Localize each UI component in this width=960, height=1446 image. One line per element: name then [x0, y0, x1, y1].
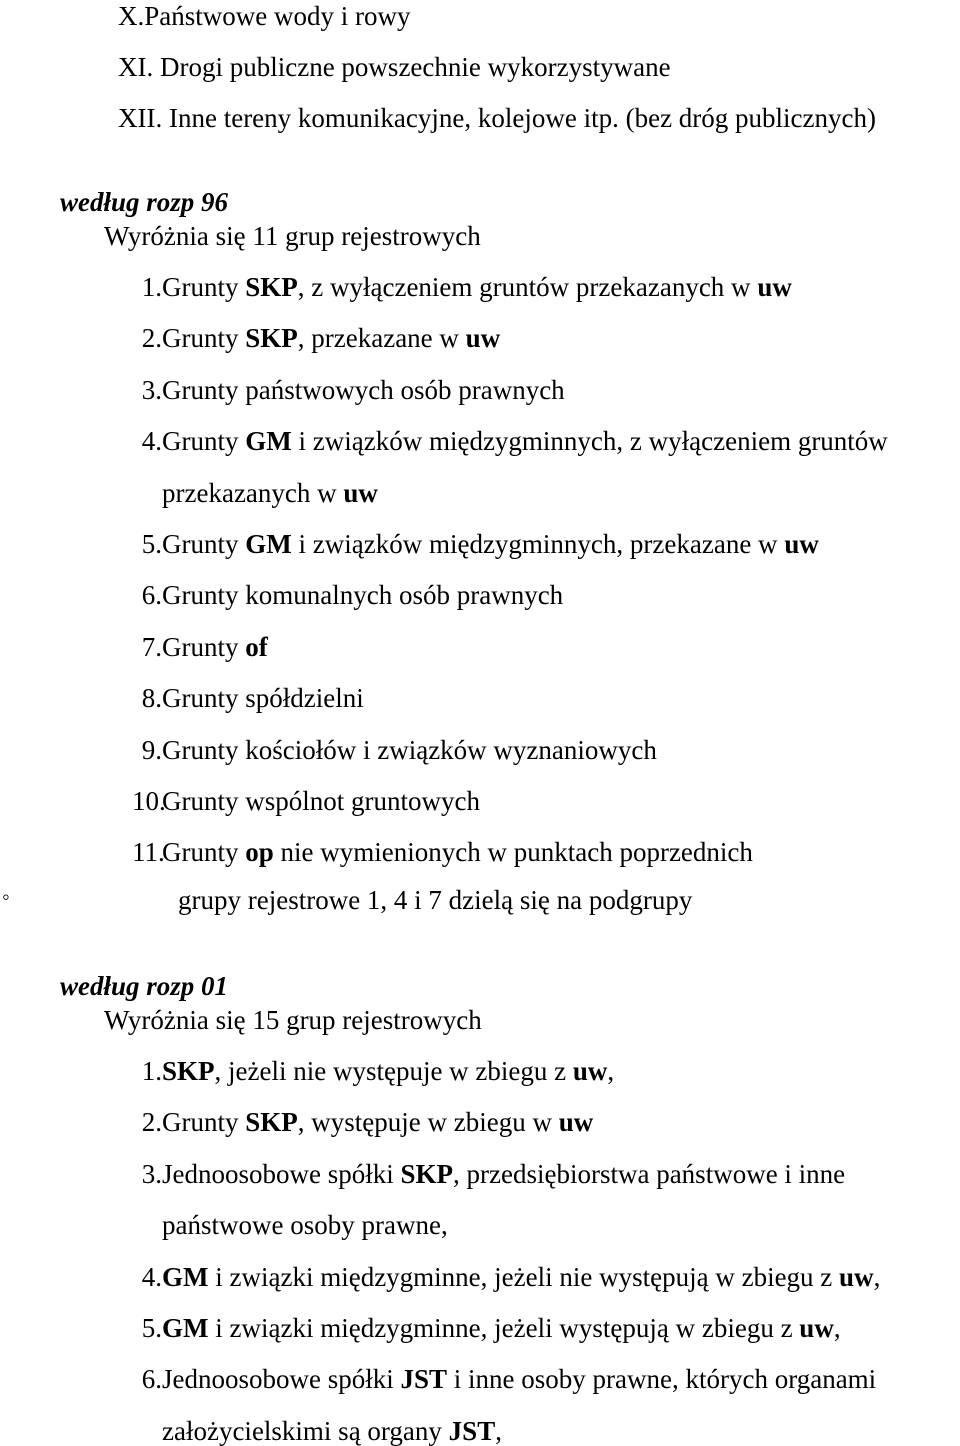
list-item-text [162, 1058, 614, 1085]
text-run: i związki międzygminne, jeżeli występują w zbiegu z [208, 1313, 800, 1343]
abbreviation: uw [799, 1313, 834, 1343]
text-run: Grunty kościołów i związków wyznaniowych [162, 734, 657, 765]
text-run: przekazanych w [162, 477, 344, 508]
list-item-number: 11. [132, 837, 165, 868]
abbreviation: GM [245, 426, 292, 457]
abbreviation: SKP [245, 1107, 298, 1138]
list-item-number: 1. [141, 1056, 162, 1086]
abbreviation: uw [343, 477, 378, 508]
abbreviation: uw [558, 1107, 594, 1138]
list-item-number: 2. [141, 1107, 162, 1138]
text-run: i inne osoby prawne, których organami [447, 1364, 877, 1395]
text-run: Grunty [162, 631, 246, 662]
list-item-text [162, 734, 657, 765]
list-item-text [162, 685, 364, 712]
text-run: i związków międzygminnych, z wyłączeniem gruntów [291, 426, 888, 457]
list-item [132, 1158, 846, 1189]
abbreviation: SKP [245, 323, 298, 354]
text-run: , [607, 1056, 615, 1086]
bullet-icon: ◦ [2, 884, 10, 909]
list-item-number: 5. [141, 529, 162, 559]
abbreviation: uw [757, 272, 792, 302]
list-item: XI. Drogi publiczne powszechnie wykorzystywane [118, 52, 671, 82]
text-run: Grunty [162, 272, 246, 302]
list-item-text [162, 1261, 881, 1292]
list-item-text [162, 1158, 846, 1189]
text-run: , przekazane w [297, 323, 466, 354]
list-item-number: 4. [141, 426, 162, 457]
text-run: Grunty spółdzielni [162, 683, 364, 714]
abbreviation: SKP [245, 272, 298, 302]
text-run: nie wymienionych w punktach poprzednich [273, 837, 753, 868]
text-run: Grunty państwowych osób prawnych [162, 374, 565, 405]
list-item-text [162, 325, 500, 352]
text-run: Grunty wspólnot gruntowych [162, 786, 480, 816]
text-run: Grunty komunalnych osób prawnych [162, 580, 564, 611]
section-heading-rozp96: według rozp 96 [60, 187, 229, 217]
list-item-number: 10. [132, 786, 166, 816]
list-item [132, 272, 792, 302]
list-item-number: 3. [141, 1158, 162, 1189]
abbreviation: op [245, 837, 274, 868]
list-item-text [162, 531, 819, 558]
text-run: , [833, 1313, 841, 1343]
list-item-text [162, 374, 565, 405]
note-subgroups: grupy rejestrowe 1, 4 i 7 dzielą się na podgrupy [178, 885, 693, 915]
list-item [132, 786, 480, 816]
abbreviation: JST [400, 1364, 448, 1395]
list-item-number: 9. [141, 734, 162, 765]
text-run: Jednoosobowe spółki [162, 1364, 401, 1395]
list-item [132, 374, 565, 405]
list-item [132, 426, 888, 457]
list-item-text [162, 274, 792, 301]
list-item [132, 1056, 615, 1086]
list-item-number: 6. [141, 1364, 162, 1395]
text-run: , występuje w zbiegu w [297, 1107, 559, 1138]
text-run: i związki międzygminne, jeżeli nie występują w zbiegu z [208, 1261, 840, 1292]
list-item-text [162, 788, 480, 815]
list-item [132, 1364, 877, 1395]
text-run: , z wyłączeniem gruntów przekazanych w [297, 272, 758, 302]
list-item-number: 8. [141, 683, 162, 714]
list-item [132, 529, 819, 559]
abbreviation: GM [245, 529, 292, 559]
list-item [132, 837, 753, 868]
list-item [132, 631, 268, 662]
text-run: , jeżeli nie występuje w zbiegu z [214, 1056, 573, 1086]
list-item-number: 3. [141, 374, 162, 405]
abbreviation: SKP [162, 1056, 215, 1086]
abbreviation: of [245, 631, 268, 662]
text-run: Grunty [162, 1107, 246, 1138]
abbreviation: JST [448, 1415, 496, 1446]
list-item: X.Państwowe wody i rowy [118, 1, 411, 31]
list-item-number: 6. [141, 580, 162, 611]
list-item-number: 4. [141, 1261, 162, 1292]
text-run: , przedsiębiorstwa państwowe i inne [453, 1158, 846, 1189]
abbreviation: SKP [400, 1158, 454, 1189]
list-item-text [162, 631, 268, 662]
text-run: , [873, 1261, 881, 1292]
text-run: i związków międzygminnych, przekazane w [291, 529, 785, 559]
list-item-text [162, 1109, 593, 1136]
list-item [132, 1107, 594, 1138]
text-run: założycielskimi są organy [162, 1415, 449, 1446]
abbreviation: GM [162, 1313, 209, 1343]
list-item-text [162, 428, 888, 455]
text-run: państwowe osoby prawne, [162, 1210, 448, 1241]
text-run: , [495, 1415, 502, 1446]
list-item-text [162, 1212, 448, 1239]
list-item-number: 7. [141, 631, 162, 662]
section-heading-rozp01: według rozp 01 [60, 971, 229, 1001]
abbreviation: uw [784, 529, 819, 559]
list-item-text [162, 1366, 876, 1393]
list-item [132, 580, 564, 611]
list-item [132, 1313, 841, 1343]
text-run: Grunty [162, 529, 246, 559]
list-item-text [162, 477, 378, 508]
list-item-text [162, 1415, 502, 1446]
list-item-text [162, 1315, 841, 1342]
list-item-number: 5. [141, 1313, 162, 1343]
section-intro-rozp96: Wyróżnia się 11 grup rejestrowych [104, 221, 481, 251]
section-intro-rozp01: Wyróżnia się 15 grup rejestrowych [104, 1005, 482, 1035]
text-run: Grunty [162, 426, 246, 457]
list-item: XII. Inne tereny komunikacyjne, kolejowe itp. (bez dróg publicznych) [118, 103, 876, 133]
abbreviation: uw [572, 1056, 608, 1086]
text-run: Jednoosobowe spółki [162, 1158, 401, 1189]
abbreviation: uw [465, 323, 501, 354]
abbreviation: GM [162, 1261, 209, 1292]
list-item-text [162, 582, 563, 609]
abbreviation: uw [839, 1261, 874, 1292]
list-item [132, 683, 364, 714]
text-run: Grunty [162, 837, 246, 868]
text-run: Grunty [162, 323, 246, 354]
list-item-number: 2. [141, 323, 162, 354]
list-item [132, 1261, 881, 1292]
list-item-text [162, 839, 753, 866]
list-item [132, 323, 501, 354]
list-item [132, 734, 657, 765]
list-item-number: 1. [141, 272, 162, 302]
